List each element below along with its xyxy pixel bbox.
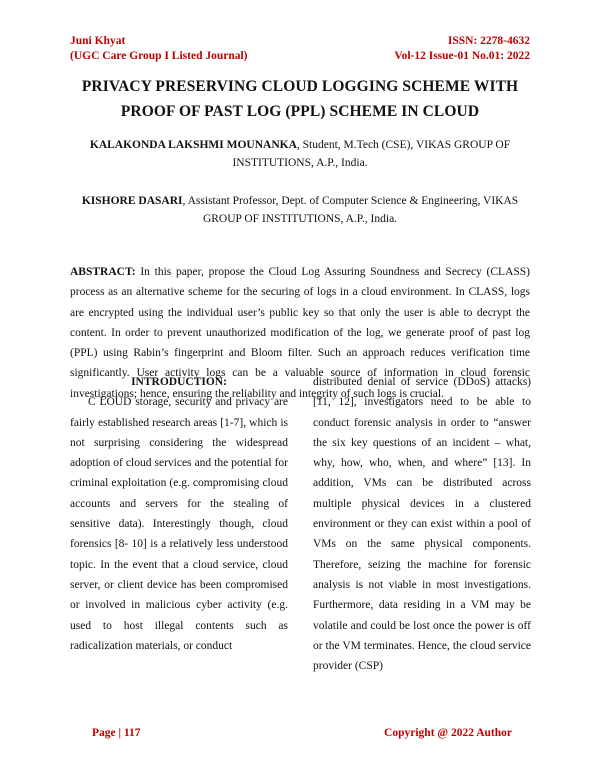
author-2-affiliation: , Assistant Professor, Dept. of Computer Science & Engineering, VIKAS GROUP OF INSTITUTIONS, A.P., India.	[182, 195, 519, 225]
author-1-affiliation: , Student, M.Tech (CSE), VIKAS GROUP OF INSTITUTIONS, A.P., India.	[232, 139, 511, 169]
introduction-text-left: C LOUD storage, security and privacy are fairly established research areas [1-7], which is not surprising considering the widespread adoption of cloud services and the potential for criminal exploitation (e.g. compromising cloud accounts and servers for the stealing of sensitive data). Interestingly though, cloud forensics [8- 10] is a relatively less understood topic. In the event that a cloud service, cloud server, or client device has been compromised or involved in malicious cyber activity (e.g. used to host illegal contents such as radicalization materials, or conduct	[70, 396, 288, 652]
copyright: Copyright @ 2022 Author	[384, 727, 512, 739]
author-1-name: KALAKONDA LAKSHMI MOUNANKA	[89, 139, 297, 151]
introduction-text-right: distributed denial of service (DDoS) attacks) [11, 12], investigators need to be able to conduct forensic analysis in order to “answer the six key questions of an incident – what, why, how, who, when, and where” [13]. In addition, VMs can be distributed across multiple physical devices in a clustered environment or they can exist within a pool of VMs on the same physical components. Therefore, seizing the machine for forensic analysis is not viable in most investigations. Furthermore, data residing in a VM may be volatile and could be lost once the power is off or the VM terminates. Hence, the cloud service provider (CSP)	[313, 376, 531, 673]
column-right	[313, 372, 531, 676]
author-2-name: KISHORE DASARI	[81, 195, 183, 207]
page-number: Page | 117	[92, 727, 141, 739]
abstract-text: In this paper, propose the Cloud Log Assuring Soundness and Secrecy (CLASS) process as an alternative scheme for the securing of logs in a cloud environment. In CLASS, logs are encrypted using the individual user’s public key so that only the user is able to decrypt the content. In order to prevent unauthorized modification of the log, we generate proof of past log (PPL) using Rabin’s fingerprint and Bloom filter. Such an approach reduces verification time significantly. User activity logs can be a valuable source of information in cloud forensic investigations; hence, ensuring the reliability and integrity of such logs is crucial.	[70, 266, 530, 400]
introduction-heading: INTRODUCTION:	[131, 376, 227, 388]
issue-header	[394, 34, 530, 64]
journal-note: (UGC Care Group I Listed Journal)	[70, 50, 248, 62]
journal-name: Juni Khyat	[70, 35, 126, 47]
abstract-label: ABSTRACT:	[70, 266, 136, 278]
paper-title: PRIVACY PRESERVING CLOUD LOGGING SCHEME WITH PROOF OF PAST LOG (PPL) SCHEME IN CLOUD	[81, 78, 519, 120]
author-2	[70, 192, 530, 228]
journal-header	[70, 34, 248, 64]
author-1	[70, 136, 530, 172]
issn: ISSN: 2278-4632	[447, 35, 530, 47]
column-left	[70, 372, 288, 656]
volume-issue: Vol-12 Issue-01 No.01: 2022	[394, 50, 530, 62]
